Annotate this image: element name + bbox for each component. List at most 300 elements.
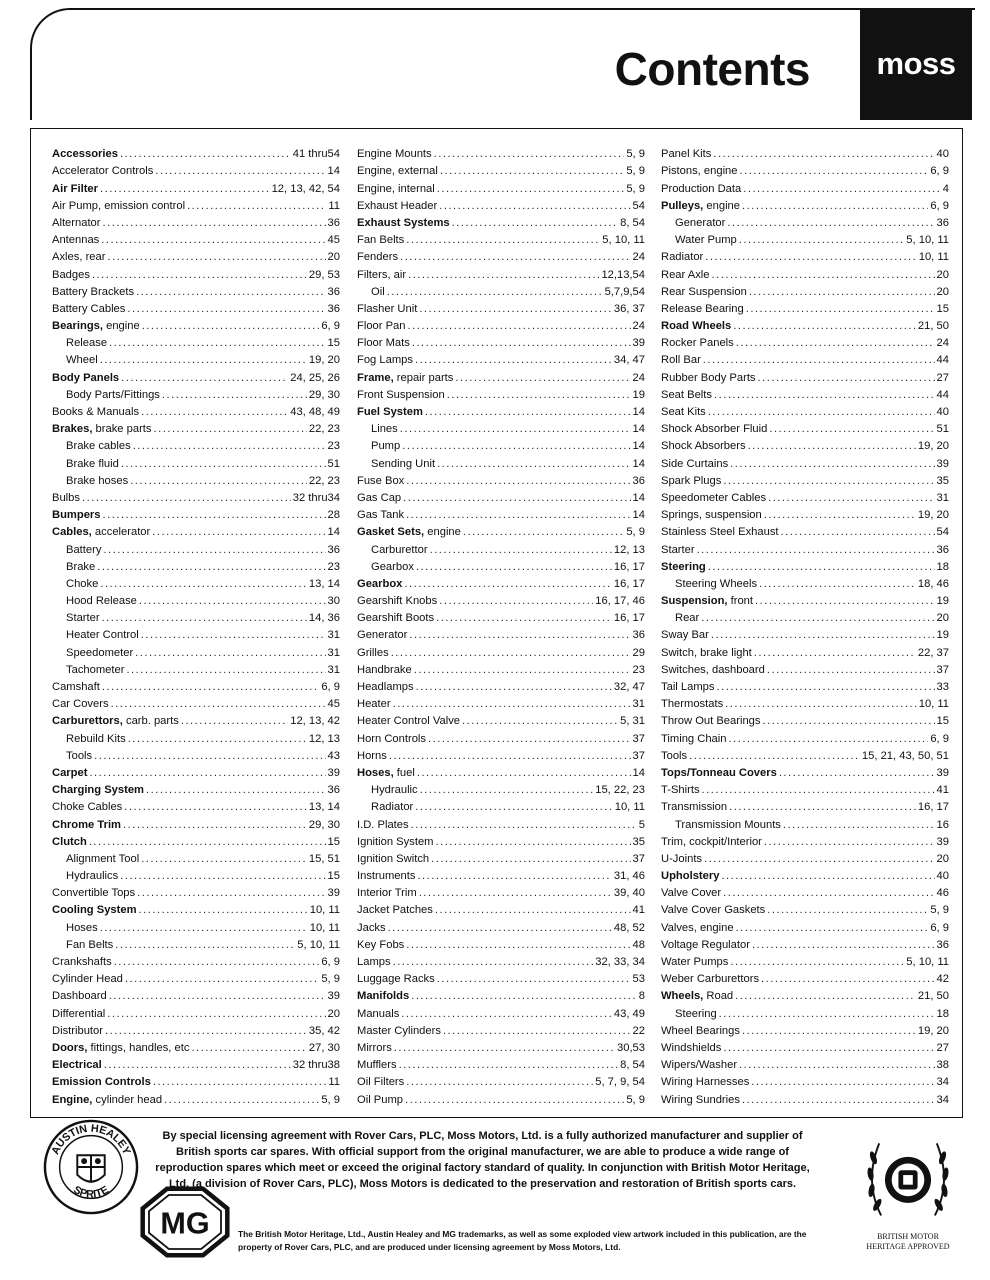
mg-octagon-logo [140,1186,230,1258]
index-entry-text: Rear Axle [661,268,710,281]
index-entry-text: Tail Lamps [661,681,715,693]
index-entry-text: Fan Belts [357,234,405,247]
index-entry [661,471,949,488]
index-entry-label [52,1058,102,1072]
index-entry [52,333,340,350]
index-entry-label [357,1093,403,1107]
index-entry-label [661,439,746,453]
index-entry-heading: Pulleys, [661,199,704,212]
index-entry [357,282,645,299]
index-entry [661,402,949,419]
index-entry-heading: Road Wheels [661,320,732,333]
index-entry-text: Brake [66,560,96,573]
index-entry [357,1089,645,1106]
index-entry [661,488,949,505]
index-entry [357,694,645,711]
index-entry-page: 51 [327,457,340,470]
index-entry-text: Gas Tank [357,509,405,522]
index-entry-page: 5, 9 [626,182,645,195]
dot-leader [400,250,631,264]
index-entry [357,866,645,883]
dot-leader [105,1024,307,1038]
dot-leader [82,491,291,505]
index-entry-page: 19 [936,629,949,642]
index-entry-label [661,319,731,333]
dot-leader [781,525,935,539]
index-entry-page: 16, 17 [613,560,645,573]
index-entry-page: 44 [936,388,949,401]
index-entry-label [661,422,767,436]
index-entry [52,539,340,556]
index-entry-text: Engine, external [357,165,438,178]
index-entry-label [661,663,765,677]
index-entry-label [66,869,118,883]
index-entry-text: Hoses [66,921,98,934]
index-entry-text: Dashboard [52,990,107,1003]
dot-leader [412,336,631,350]
index-entry-page: 12, 13 [308,732,340,745]
index-entry [661,797,949,814]
dot-leader [434,147,625,161]
dot-leader [463,525,624,539]
index-entry-text: Starter [661,543,695,556]
index-entry [357,419,645,436]
index-entry [52,814,340,831]
index-entry-page: 30,53 [617,1041,645,1054]
index-entry-label [661,1093,740,1107]
index-entry-page: 27, 30 [308,1041,340,1054]
index-entry [52,1038,340,1055]
index-entry-page: 5, 9 [626,148,645,161]
index-entry-page: 36 [936,938,949,951]
index-entry-page: 36 [632,474,645,487]
index-entry-page: 6, 9 [321,681,340,693]
index-entry-text: Shock Absorbers [661,440,746,453]
index-entry-label [357,336,410,350]
index-entry-text: Timing Chain [661,732,727,745]
dot-leader [411,989,637,1003]
dot-leader [128,732,307,746]
index-entry-page: 20 [936,285,949,298]
index-entry [52,367,340,384]
seal-top-text: AUSTIN HEALEY [49,1122,133,1157]
index-entry [661,350,949,367]
index-entry [661,1003,949,1020]
index-entry-text: Voltage Regulator [661,938,750,951]
index-entry-text: Body Parts/Fittings [66,388,160,401]
index-entry [52,642,340,659]
index-entry-text: Ignition System [357,835,434,848]
index-entry [52,832,340,849]
index-entry-text: front [727,595,754,608]
index-entry-page: 15, 21, 43, 50, 51 [861,749,949,762]
index-entry-page: 10, 11 [614,801,645,814]
index-entry-label [357,525,461,539]
index-entry-label [66,732,126,746]
licensing-paragraph: By special licensing agreement with Rover Cars, PLC, Moss Motors, Ltd. is a fully authorized manufacturer and supplier of British sports car spares. With official support from the original manufacturer, we are able to produce a wide range of reproduction spares which meet or exceed the original factory standard of quality. In conjunction with British Motor Heritage, Ltd. (a division of Rover Cars, PLC), Moss Motors is dedicated to the preservation and restoration of British sports cars. [155,1130,810,1190]
index-entry-text: Instruments [357,870,416,883]
index-entry-text: Hydraulic [371,784,418,797]
index-entry-text: Speedometer Cables [661,491,767,504]
dot-leader [406,233,600,247]
index-entry-page: 32, 47 [613,681,645,693]
index-entry-page: 20 [936,268,949,281]
index-entry-label [66,439,131,453]
index-entry-label [357,697,391,711]
index-entry-page: 18 [936,1007,949,1020]
index-entry [661,952,949,969]
index-entry-label [357,388,445,402]
index-entry-page: 5, 7, 9, 54 [595,1076,645,1089]
index-entry [661,694,949,711]
index-entry-label [661,955,728,969]
index-entry [661,213,949,230]
index-entry-page: 22, 23 [308,423,340,436]
index-entry [661,316,949,333]
index-entry-text: Grilles [357,646,389,659]
index-entry-label [52,268,90,282]
dot-leader [754,646,916,660]
index-entry-page: 29, 30 [308,388,340,401]
index-entry-label [52,783,144,797]
index-entry-label [357,989,409,1003]
index-entry [52,1089,340,1106]
index-entry-text: Fenders [357,251,399,264]
index-entry-label [661,474,721,488]
index-entry [357,986,645,1003]
dot-leader [428,732,631,746]
index-entry-text: Choke [66,577,99,590]
index-entry-label [66,353,98,367]
index-entry-page: 19, 20 [917,440,949,453]
index-entry-label [661,525,779,539]
index-entry-text: Pistons, engine [661,165,738,178]
dot-leader [191,1041,306,1055]
index-entry-text: carb. parts [122,715,179,728]
index-entry-page: 43 [327,749,340,762]
index-entry-page: 16 [936,818,949,831]
index-entry [357,161,645,178]
index-entry-page: 54 [936,526,949,539]
dot-leader [721,869,934,883]
index-entry-text: Production Data [661,182,742,195]
index-entry-label [66,749,92,763]
index-entry [52,900,340,917]
index-entry-text: Jacket Patches [357,904,433,917]
index-entry-label [357,302,417,316]
index-entry [52,866,340,883]
index-entry-page: 51 [936,423,949,436]
dot-leader [452,216,618,230]
index-entry-label [66,543,101,557]
index-entry [52,883,340,900]
index-entry-text: repair parts [393,371,454,384]
index-entry [661,1055,949,1072]
index-entry-page: 20 [327,251,340,264]
index-entry-page: 13, 14 [308,801,340,814]
index-entry [52,780,340,797]
index-entry-label [52,508,101,522]
dot-leader [755,594,935,608]
index-entry-label [661,147,711,161]
index-entry-heading: Frame, [357,371,394,384]
index-entry-label [661,164,738,178]
dot-leader [121,457,326,471]
index-entry-page: 29 [632,646,645,659]
index-entry-label [52,302,125,316]
index-entry-label [661,285,747,299]
index-entry-label [52,164,153,178]
index-entry-text: Springs, suspension [661,509,762,522]
dot-leader [742,199,928,213]
index-entry [357,832,645,849]
index-entry-text: Fan Belts [66,938,114,951]
heritage-approved-text [848,1232,968,1252]
index-entry-label [661,749,687,763]
index-entry-text: Distributor [52,1024,103,1037]
index-entry [52,574,340,591]
index-entry [52,917,340,934]
index-entry-label [66,852,139,866]
index-entry-heading: Cables, [52,526,92,539]
dot-leader [436,611,612,625]
dot-leader [388,921,612,935]
index-entry-label [357,182,435,196]
index-entry-page: 5, 10, 11 [906,234,949,247]
index-entry [661,917,949,934]
index-entry-page: 15 [327,870,340,883]
index-entry-label [661,732,727,746]
index-entry-text: U-Joints [661,852,703,865]
index-entry-page: 14 [632,509,645,522]
index-entry-page: 33 [936,681,949,693]
index-entry [52,385,340,402]
index-entry-page: 29, 53 [308,268,340,281]
index-entry-page: 30 [327,595,340,608]
dot-leader [103,508,326,522]
index-entry-label [661,353,701,367]
index-entry-label [357,955,391,969]
dot-leader [417,869,611,883]
index-entry-text: engine [424,526,461,539]
dot-leader [403,491,630,505]
index-entry-heading: Exhaust Systems [357,216,450,229]
index-entry [357,453,645,470]
dot-leader [712,268,935,282]
index-entry-text: Tools [66,749,93,762]
dot-leader [735,989,916,1003]
dot-leader [409,628,630,642]
dot-leader [124,800,307,814]
dot-leader [767,663,935,677]
index-entry-text: Oil Filters [357,1076,405,1089]
index-entry [357,677,645,694]
index-entry-page: 5, 10, 11 [906,956,949,968]
british-motor-heritage-emblem [860,1122,956,1232]
index-entry [357,196,645,213]
index-entry-page: 22, 37 [917,646,949,659]
index-entry-label [357,852,429,866]
dot-leader [109,989,326,1003]
dot-leader [406,474,630,488]
dot-leader [401,1007,612,1021]
index-entry-page: 31 [936,491,949,504]
index-entry-label [357,594,437,608]
index-entry-text: Convertible Tops [52,887,136,900]
index-entry-label [66,938,113,952]
index-entry-text: Air Pump, emission control [52,199,186,212]
index-entry [52,522,340,539]
dot-leader [729,732,929,746]
index-entry-page: 24 [632,320,645,333]
index-entry [357,144,645,161]
dot-leader [416,680,612,694]
dot-leader [435,903,631,917]
index-entry-page: 20 [936,852,949,865]
dot-leader [103,543,325,557]
index-entry-label [357,1075,404,1089]
index-entry-label [66,611,100,625]
dot-leader [101,233,325,247]
index-entry-text: Alternator [52,216,101,229]
index-entry-label [357,628,407,642]
index-entry-page: 35 [936,474,949,487]
index-entry-page: 5, 9 [626,526,645,539]
index-entry-label [661,697,723,711]
index-entry-page: 10, 11 [309,921,340,934]
index-entry-label [357,938,404,952]
index-entry-page: 5, 9 [930,904,949,917]
index-entry-label [661,1075,749,1089]
dot-leader [125,972,319,986]
index-entry [52,419,340,436]
index-entry-page: 21, 50 [917,990,949,1003]
index-entry [357,367,645,384]
index-entry-text: Mufflers [357,1059,397,1072]
dot-leader [730,457,934,471]
index-entry-text: Master Cylinders [357,1024,441,1037]
index-entry-page: 40 [936,406,949,418]
index-entry [661,574,949,591]
dot-leader [746,302,935,316]
index-entry-text: Engine, internal [357,182,435,195]
dot-leader [141,852,307,866]
dot-leader [404,577,612,591]
index-entry-text: Steering Wheels [675,577,758,590]
dot-leader [439,199,630,213]
index-entry-label [661,628,709,642]
index-entry [357,969,645,986]
index-entry [357,1072,645,1089]
trademark-paragraph: The British Motor Heritage, Ltd., Austin Healey and MG trademarks, as well as some exploded view artwork included in this publication, are the property of Rover Cars, PLC, and are produced under licensing agreement by Moss Motors, Ltd. [238,1229,807,1252]
index-entry [661,144,949,161]
index-entry-page: 14 [632,766,645,779]
index-entry-text: Rocker Panels [661,337,734,350]
index-entry-text: Horns [357,749,387,762]
dot-leader [414,663,631,677]
index-entry-label [52,371,119,385]
index-entry-label [661,302,744,316]
index-entry-label [357,714,460,728]
dot-leader [126,663,325,677]
index-entry-label [675,577,757,591]
dot-leader [440,164,624,178]
index-entry-text: Water Pumps [661,956,729,968]
index-entry-page: 40 [936,148,949,161]
index-entry-label [52,525,150,539]
index-entry-text: Brake fluid [66,457,119,470]
dot-leader [139,594,326,608]
index-entry-label [52,972,123,986]
index-entry-label [66,388,160,402]
index-entry [357,574,645,591]
index-entry-label [66,646,133,660]
index-entry-label [357,921,386,935]
svg-text:AUSTIN HEALEY [49,1123,132,1157]
index-entry-text: Rubber Body Parts [661,371,756,384]
index-entry-text: accelerator [91,526,151,539]
dot-leader [130,474,307,488]
index-entry-text: Side Curtains [661,457,729,470]
index-entry [661,900,949,917]
index-entry-label [357,508,404,522]
index-entry [661,591,949,608]
dot-leader [137,886,325,900]
index-entry-page: 36 [327,543,340,556]
index-entry [357,350,645,367]
index-entry-page: 8 [638,990,645,1003]
index-entry-label [52,1093,162,1107]
dot-leader [141,628,326,642]
index-entry-heading: Tops/Tonneau Covers [661,766,777,779]
index-entry-text: I.D. Plates [357,818,409,831]
dot-leader [154,422,307,436]
dot-leader [107,250,325,264]
index-entry-page: 39 [936,766,949,779]
index-entry-page: 41 thru54 [292,148,340,161]
index-entry [661,728,949,745]
index-entry-heading: Wheels, [661,990,704,1003]
index-entry-page: 32 thru38 [292,1059,340,1072]
index-entry-page: 19 [936,595,949,608]
dot-leader [100,353,307,367]
index-entry-text: Speedometer [66,646,134,659]
index-entry [52,1003,340,1020]
index-entry-text: Wiring Harnesses [661,1076,750,1089]
index-entry [357,471,645,488]
index-entry [357,797,645,814]
index-entry-page: 24, 25, 26 [290,371,340,384]
index-entry [52,608,340,625]
index-entry [357,1055,645,1072]
index-entry-label [661,714,761,728]
index-entry [357,213,645,230]
index-entry-page: 10, 11 [918,698,949,711]
index-entry-label [675,611,699,625]
index-entry [357,522,645,539]
index-entry-text: Rebuild Kits [66,732,126,745]
index-entry-heading: Brakes, [52,423,93,436]
dot-leader [411,818,637,832]
index-entry-page: 31, 46 [613,870,645,883]
index-entry [357,1021,645,1038]
dot-leader [109,336,326,350]
index-entry [52,453,340,470]
dot-leader [764,508,916,522]
dot-leader [455,371,630,385]
index-entry-text: Transmission [661,801,728,814]
index-entry [661,557,949,574]
